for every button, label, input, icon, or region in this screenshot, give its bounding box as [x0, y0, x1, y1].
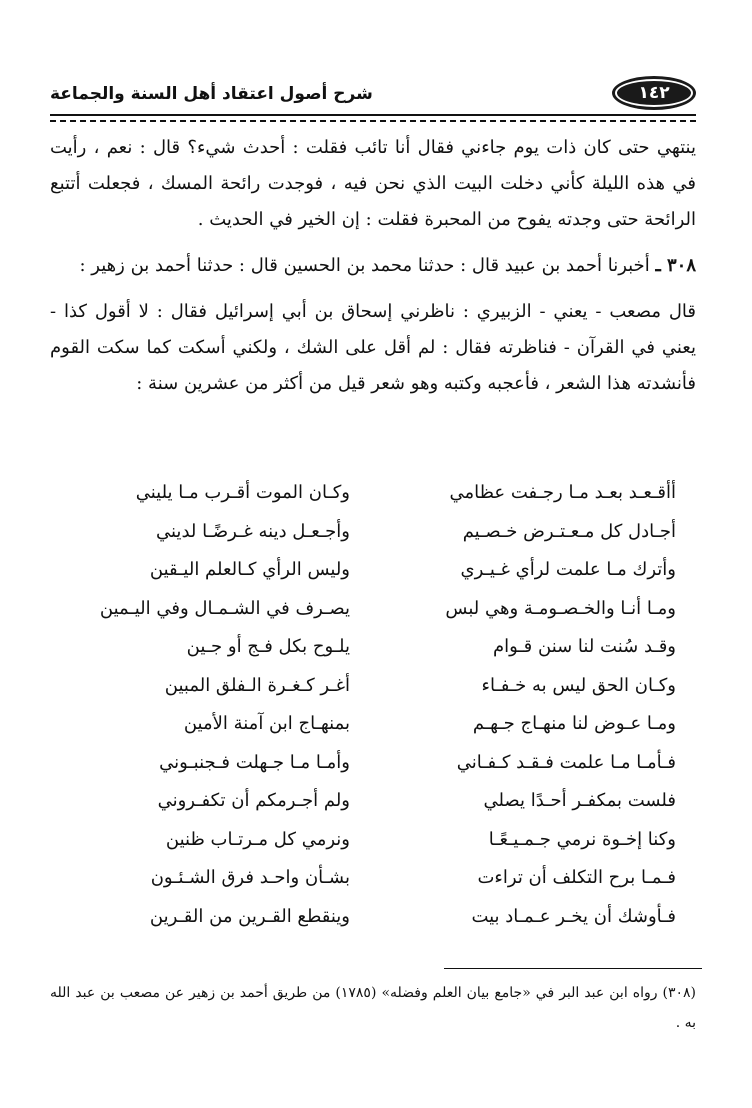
verse-first-half: ومـا عـوض لنا منهـاج جـهـم: [472, 713, 676, 734]
poem-verse: [70, 590, 676, 629]
hadith-number: ٣٠٨ ـ: [655, 255, 696, 276]
header-divider: [50, 114, 696, 122]
poem-verse: [70, 859, 676, 898]
verse-first-half: فـمـا برح التكلف أن تراءت: [477, 867, 676, 888]
poem-verse: [70, 821, 676, 860]
poem-verse: [70, 628, 676, 667]
verse-second-half: بشـأن واحـد فرق الشـئـون: [150, 867, 350, 888]
running-header: [50, 80, 696, 110]
hadith-paragraph: [50, 248, 696, 284]
paragraph-story: قال مصعب - يعني - الزبيري : ناظرني إسحاق بن أبي إسرائيل فقال : لا أقول كذا - يعني في القرآن - فناظرته فقال : لم أقل على الشك ، ولكني أسكت كما سكت القوم فأنشدته هذا الشعر ، فأعجبه وكتبه وهو شعر قيل من أكثر من عشرين سنة :: [50, 301, 696, 394]
verse-second-half: وكـان الموت أقـرب مـا يليني: [135, 482, 350, 503]
verse-second-half: بمنهـاج ابن آمنة الأمين: [183, 713, 350, 734]
poem-verse: [70, 782, 676, 821]
verse-second-half: يلـوح بكل فـج أو جـين: [186, 636, 350, 657]
verse-first-half: وأترك مـا علمت لرأي غـيـري: [460, 559, 676, 580]
verse-first-half: ومـا أنـا والخـصـومـة وهي لبس: [445, 597, 676, 619]
poem-verse: [70, 705, 676, 744]
poem-verse: [70, 744, 676, 783]
verse-first-half: وقـد سُنت لنا سنن قـوام: [492, 636, 676, 657]
footnote: (٣٠٨) رواه ابن عبد البر في «جامع بيان العلم وفضله» (١٧٨٥) من طريق أحمد بن زهير عن مصعب بن عبد الله به .: [50, 985, 696, 1031]
verse-first-half: وكنا إخـوة نرمي جـمـيـعًـا: [488, 828, 676, 850]
poem: [70, 474, 676, 936]
verse-first-half: فـأوشك أن يخـر عـمـاد بيت: [471, 905, 676, 927]
paragraph-intro: ينتهي حتى كان ذات يوم جاءني فقال أنا تائب فقلت : أحدث شيء؟ قال : نعم ، رأيت في هذه الليلة كأني دخلت البيت الذي نحن فيه ، فوجدت رائحة المسك ، فجعلت أتتبع الرائحة حتى وجدته يفوح من المحبرة فقلت : إن الخير في الحديث .: [50, 137, 696, 230]
verse-second-half: وأجـعـل دينه غـرضًـا لديني: [156, 520, 350, 542]
verse-second-half: وأمـا مـا جـهلت فـجنبـوني: [159, 751, 350, 773]
hadith-text: أخبرنا أحمد بن عبيد قال : حدثنا محمد بن الحسين قال : حدثنا أحمد بن زهير :: [79, 255, 650, 276]
poem-verse: [70, 551, 676, 590]
footnote-divider: [444, 968, 702, 969]
verse-first-half: وكـان الحق ليس به خـفـاء: [481, 674, 676, 696]
main-text: [50, 130, 696, 412]
verse-first-half: فلست بمكفـر أحـدًا يصلي: [483, 790, 676, 811]
verse-second-half: يصـرف في الشـمـال وفي اليـمين: [99, 597, 350, 619]
book-title: شرح أصول اعتقاد أهل السنة والجماعة: [50, 84, 373, 104]
verse-second-half: ونرمي كل مـرتـاب ظنين: [165, 828, 350, 850]
verse-first-half: فـأمـا مـا علمت فـقـد كـفـاني: [456, 751, 676, 773]
verse-second-half: أغـر كـغـرة الـفلق المبين: [164, 674, 350, 696]
poem-verse: [70, 513, 676, 552]
verse-second-half: ولم أجـرمكم أن تكفـروني: [157, 790, 350, 811]
verse-first-half: أأقـعـد بعـد مـا رجـفت عظامي: [449, 482, 676, 503]
poem-verse: [70, 667, 676, 706]
poem-verse: [70, 474, 676, 513]
page-number-badge: [612, 76, 696, 110]
poem-verse: [70, 898, 676, 937]
verse-second-half: وينقطع القـرين من القـرين: [149, 905, 350, 927]
verse-second-half: وليس الرأي كـالعلم اليـقين: [149, 559, 350, 580]
verse-first-half: أجـادل كل مـعـتـرض خـصـيم: [462, 520, 676, 542]
page-number: ١٤٢: [615, 79, 693, 107]
